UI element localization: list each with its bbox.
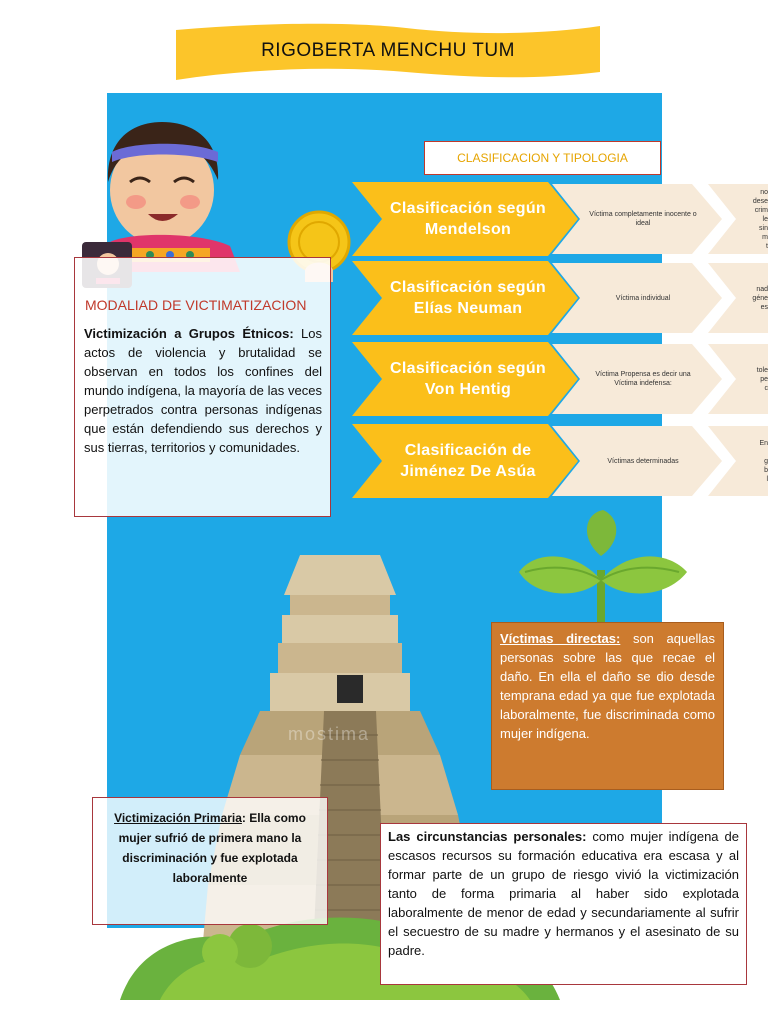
directas-body: son aquellas personas sobre las que recae el daño. En ella el daño se dio desde temprana edad ya que fue explotada laboralmente, fue discriminada como mujer indígena.: [500, 631, 715, 741]
victimas-directas-box: [491, 622, 724, 790]
directas-lead: Víctimas directas:: [500, 631, 621, 646]
clasificacion-row-jimenez-de-asua: [352, 424, 768, 498]
clasificacion-row-neuman: [352, 261, 768, 335]
victimizacion-primaria-box: [92, 797, 328, 925]
modalidad-text: [84, 324, 322, 457]
row-extra-text: no dese crim le sin m t: [752, 188, 768, 250]
row-title: Clasificación según Mendelson: [390, 200, 546, 238]
circunstancias-personales-box: [380, 823, 747, 985]
row-extra-text: tole pe c: [756, 366, 768, 392]
row-title: Clasificación según Elías Neuman: [390, 279, 546, 317]
row-description: Víctima Propensa es decir una Víctima indefensa:: [595, 371, 691, 387]
clasificacion-row-mendelson: [352, 182, 768, 256]
clasificacion-row-von-hentig: [352, 342, 768, 416]
row-description: Víctima individual: [615, 294, 671, 302]
modalidad-lead: Victimización a Grupos Étnicos:: [84, 326, 294, 341]
page-title: RIGOBERTA MENCHU TUM: [261, 40, 515, 61]
primaria-body: : Ella como mujer sufrió de primera mano la discriminación y fue explotada laboralmente: [118, 811, 306, 885]
row-extra-text: En g b l: [759, 439, 768, 483]
modalidad-body: Los actos de violencia y brutalidad se observan en todos los confines del mundo indígena, la mayoría de las veces perpetrados contra personas indígenas que están defendiendo sus derechos y sus tierras, territorios y comunidades.: [84, 326, 322, 455]
title-banner: [176, 22, 600, 80]
modalidad-title: MODALIAD DE VICTIMATIZACION: [85, 297, 307, 313]
row-title: Clasificación según Von Hentig: [390, 360, 546, 398]
clasificacion-header: CLASIFICACION Y TIPOLOGIA: [424, 141, 661, 175]
plant-sprout-illustration: [515, 510, 690, 630]
circunstancias-lead: Las circunstancias personales:: [388, 829, 587, 844]
modalidad-victimizacion-box: [74, 257, 331, 517]
primaria-lead: Victimización Primaria: [114, 811, 242, 825]
circunstancias-body: como mujer indígena de escasos recursos su formación educativa era escasa y al formar parte de un grupo de riesgo vivió la victimización tanto de forma primaria al haber sido explotada laboralmente de menor de edad y secundariamente al sufrir el secuestro de su madre y hermanos y el asesinato de su padre.: [388, 829, 739, 958]
row-title: Clasificación de Jiménez De Asúa: [400, 442, 536, 480]
watermark-text: mostima: [288, 724, 371, 744]
row-extra-text: nad géne es: [752, 285, 768, 311]
row-description: Víctimas determinadas: [607, 457, 679, 465]
row-description: Víctima completamente inocente o ideal: [589, 211, 697, 227]
